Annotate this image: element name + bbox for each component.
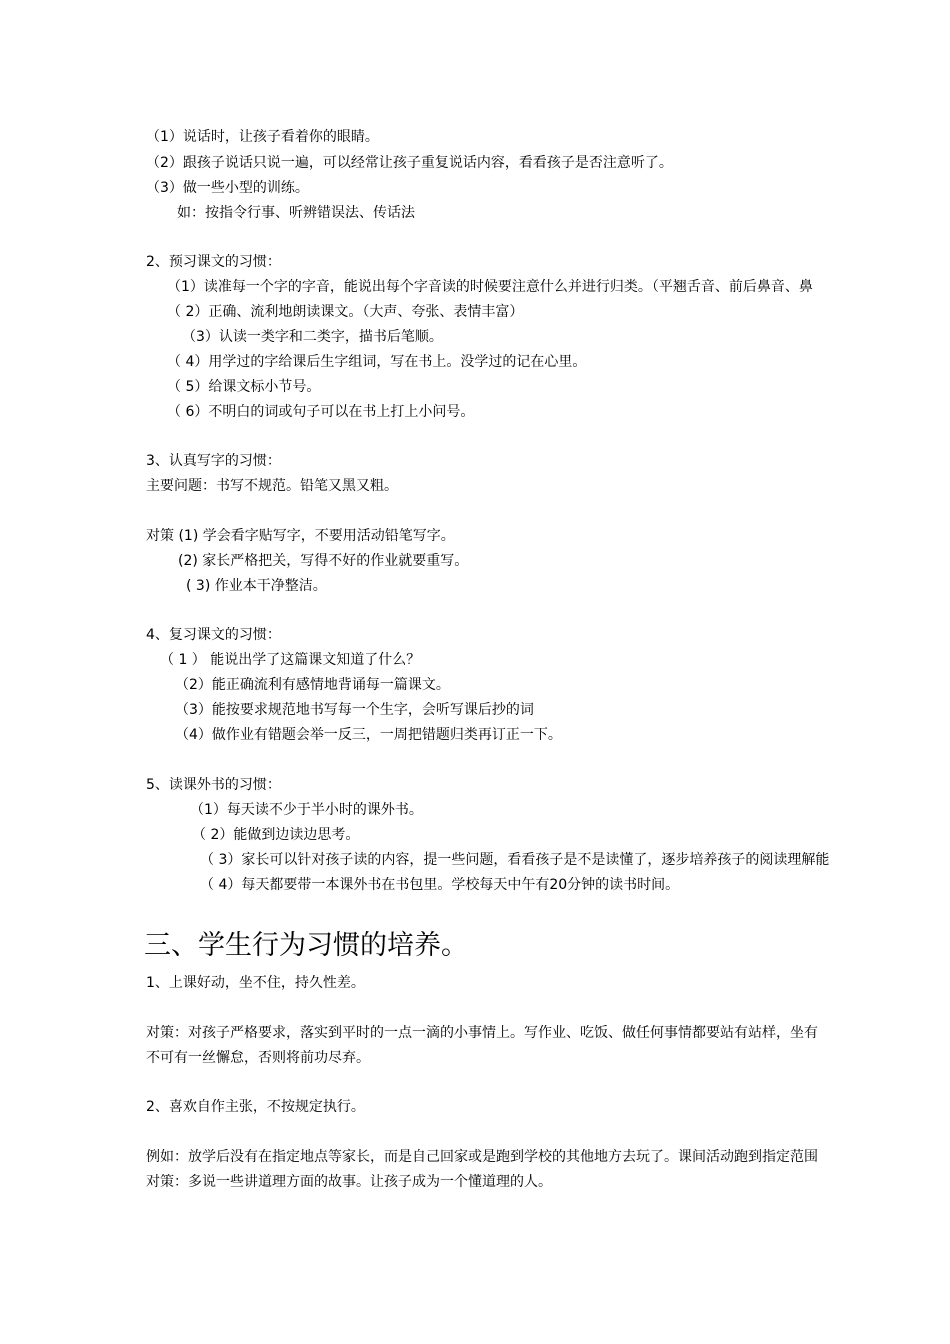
section2-item-2: （ 2）正确、流利地朗读课文。（大声、夸张、表情丰富） [167,304,524,320]
section3-problem: 主要问题：书写不规范。铅笔又黑又粗。 [146,478,398,494]
part3-point-1: 1、上课好动，坐不住，持久性差。 [146,975,365,991]
intro-item-4: 如：按指令行事、听辨错误法、传话法 [177,205,415,221]
section2-item-6: （ 6）不明白的词或句子可以在书上打上小问号。 [167,404,475,420]
section4-item-2: （2）能正确流利有感情地背诵每一篇课文。 [175,677,450,693]
section5-item-2: （ 2）能做到边读边思考。 [192,827,360,843]
section3-item-2: (2) 家长严格把关，写得不好的作业就要重写。 [178,553,469,569]
section3-item-3: ( 3) 作业本干净整洁。 [186,578,327,594]
section2-item-3: （3）认读一类字和二类字，描书后笔顺。 [182,329,443,345]
section2-item-1: （1）读准每一个字的字音，能说出每个字音读的时候要注意什么并进行归类。（平翘舌音、前后鼻音、鼻 [167,279,813,295]
part3-strategy-2: 对策：多说一些讲道理方面的故事。让孩子成为一个懂道理的人。 [146,1174,552,1190]
section4-title: 4、复习课文的习惯： [146,627,281,643]
section3-title: 3、认真写字的习惯： [146,453,281,469]
section4-item-4: （4）做作业有错题会举一反三，一周把错题归类再订正一下。 [175,727,562,743]
section5-item-1: （1）每天读不少于半小时的课外书。 [190,802,423,818]
section5-title: 5、读课外书的习惯： [146,777,281,793]
part3-heading: 三、学生行为习惯的培养。 [144,930,468,961]
section5-item-4: （ 4）每天都要带一本课外书在书包里。学校每天中午有20分钟的读书时间。 [200,877,680,893]
part3-point-2: 2、喜欢自作主张，不按规定执行。 [146,1099,365,1115]
part3-strategy-1-line-2: 不可有一丝懈怠，否则将前功尽弃。 [146,1050,370,1066]
part3-example: 例如：放学后没有在指定地点等家长，而是自己回家或是跑到学校的其他地方去玩了。课间活动跑到指定范围 [146,1149,818,1165]
section2-item-5: （ 5）给课文标小节号。 [167,379,321,395]
section5-item-3: （ 3）家长可以针对孩子读的内容，提一些问题，看看孩子是不是读懂了，逐步培养孩子的阅读理解能 [200,852,830,868]
section4-item-1: （ 1 ） 能说出学了这篇课文知道了什么？ [160,652,421,668]
section2-item-4: （ 4）用学过的字给课后生字组词，写在书上。没学过的记在心里。 [167,354,587,370]
intro-item-1: （1）说话时，让孩子看着你的眼睛。 [146,129,379,145]
section2-title: 2、预习课文的习惯： [146,254,281,270]
part3-strategy-1-line-1: 对策：对孩子严格要求，落实到平时的一点一滴的小事情上。写作业、吃饭、做任何事情都要站有站样，坐有 [146,1025,818,1041]
intro-item-2: （2）跟孩子说话只说一遍，可以经常让孩子重复说话内容，看看孩子是否注意听了。 [146,155,673,171]
intro-item-3: （3）做一些小型的训练。 [146,180,309,196]
section4-item-3: （3）能按要求规范地书写每一个生字，会听写课后抄的词 [175,702,534,718]
section3-item-1: 对策 (1) 学会看字贴写字，不要用活动铅笔写字。 [146,528,455,544]
